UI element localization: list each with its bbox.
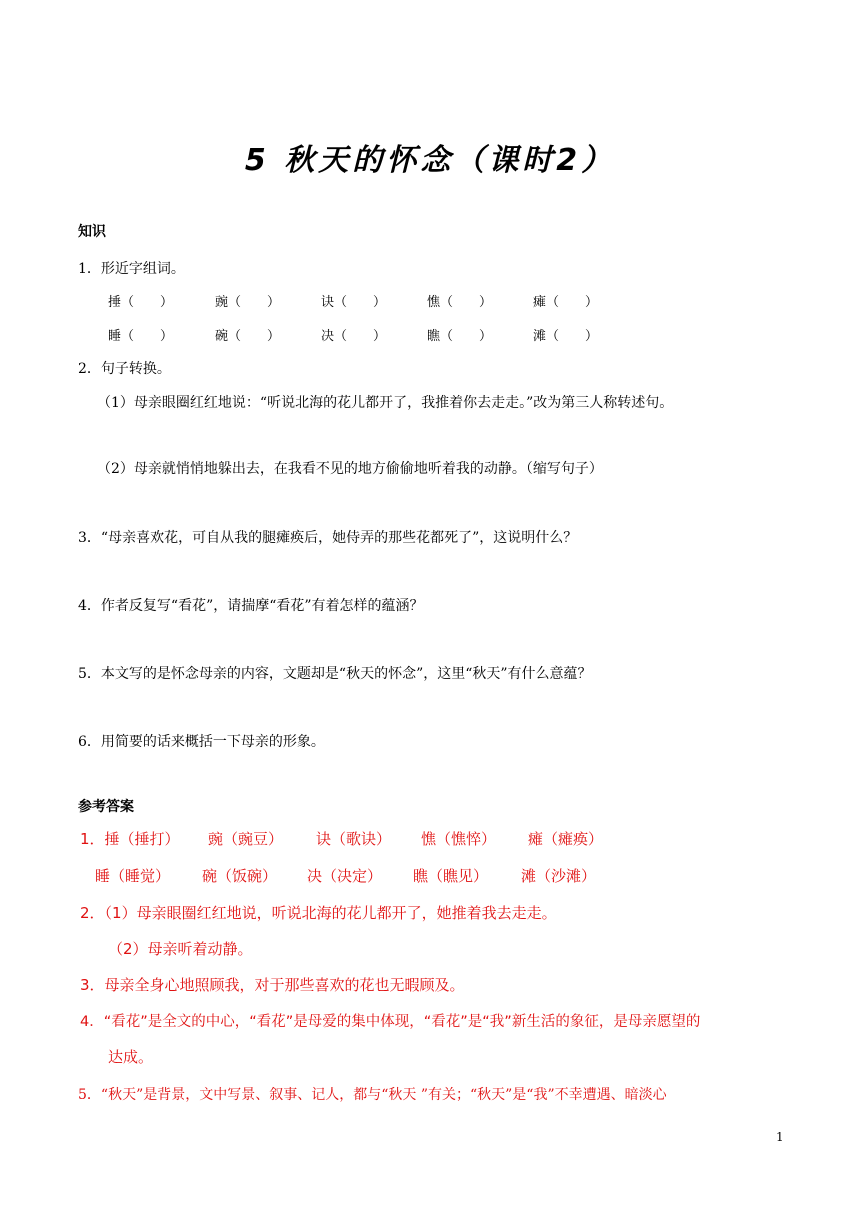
q1-row2-item: 滩（ ） (533, 329, 599, 344)
q1-row2-item: 瞧（ ） (427, 329, 493, 344)
answer-1-row2-item: 睡（睡觉） (95, 867, 171, 885)
q1-row1-item: 憔（ ） (427, 295, 493, 310)
answer-4-line-2: 达成。 (108, 1048, 154, 1066)
q1-row2-item: 决（ ） (321, 329, 387, 344)
question-3: 3．“母亲喜欢花，可自从我的腿瘫痪后，她侍弄的那些花都死了”，这说明什么？ (78, 530, 578, 546)
question-2-part-1: （1）母亲眼圈红红地说：“听说北海的花儿都开了，我推着你去走走。”改为第三人称转述句。 (97, 395, 674, 411)
answer-1-row1-item: 诀（歌诀） (316, 830, 392, 848)
answer-1-row1-item: 憔（憔悴） (421, 830, 497, 848)
answer-2-part-1: 2．（1）母亲眼圈红红地说，听说北海的花儿都开了，她推着我去走走。 (80, 904, 557, 922)
answer-4-line-1: 4．“看花”是全文的中心，“看花”是母爱的集中体现，“看花”是“我”新生活的象征，是母亲愿望的 (80, 1014, 701, 1030)
q1-row1-item: 豌（ ） (215, 295, 281, 310)
section-heading-knowledge: 知识 (78, 224, 106, 240)
answer-2-part-2: （2）母亲听着动静。 (108, 940, 253, 958)
answer-1-row2-item: 滩（沙滩） (521, 867, 597, 885)
question-6: 6．用简要的话来概括一下母亲的形象。 (78, 734, 325, 750)
q1-row1-item: 捶（ ） (108, 295, 174, 310)
question-5: 5．本文写的是怀念母亲的内容，文题却是“秋天的怀念”，这里“秋天”有什么意蕴？ (78, 666, 592, 682)
question-2: 2．句子转换。 (78, 361, 171, 377)
answer-1-row2-item: 决（决定） (307, 867, 383, 885)
answer-1-row1-item: 瘫（瘫痪） (528, 830, 604, 848)
answer-5: 5．“秋天”是背景，文中写景、叙事、记人，都与“秋天 ”有关；“秋天”是“我”不幸遭遇、暗淡心 (78, 1087, 667, 1103)
section-heading-answers: 参考答案 (78, 799, 134, 815)
answer-1-row2-item: 瞧（瞧见） (413, 867, 489, 885)
q1-row2-item: 睡（ ） (108, 329, 174, 344)
q1-row1-item: 诀（ ） (321, 295, 387, 310)
answer-1-row1-item: 1．捶（捶打） (80, 830, 180, 848)
answer-1-row2-item: 碗（饭碗） (202, 867, 278, 885)
q1-row2-item: 碗（ ） (215, 329, 281, 344)
question-1: 1．形近字组词。 (78, 261, 185, 277)
answer-3: 3．母亲全身心地照顾我，对于那些喜欢的花也无暇顾及。 (80, 976, 465, 994)
page-title: 5 秋天的怀念（课时2） (244, 143, 616, 178)
answer-1-row1-item: 豌（豌豆） (208, 830, 284, 848)
page-number: 1 (776, 1130, 784, 1144)
question-2-part-2: （2）母亲就悄悄地躲出去，在我看不见的地方偷偷地听着我的动静。（缩写句子） (97, 461, 603, 477)
q1-row1-item: 瘫（ ） (533, 295, 599, 310)
question-4: 4．作者反复写“看花”，请揣摩“看花”有着怎样的蕴涵？ (78, 598, 424, 614)
